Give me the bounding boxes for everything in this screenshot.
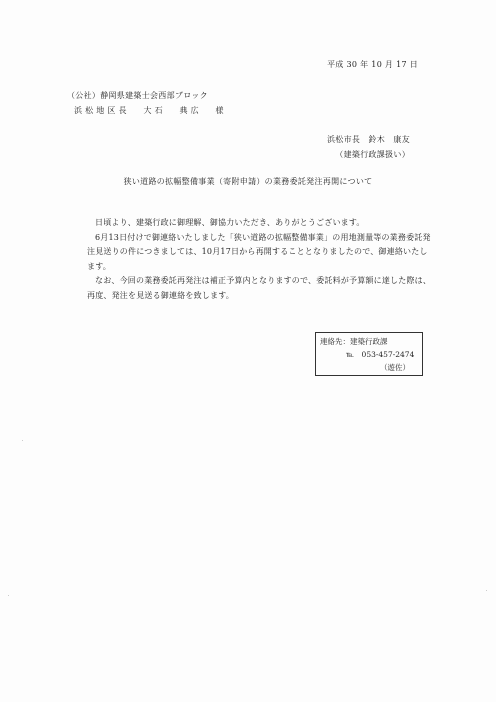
- letter-subject: 狭い道路の拡幅整備事業（寄附申請）の業務委託発注再開について: [123, 177, 373, 186]
- body-paragraph-3: なお、今回の業務委託再発注は補正予算内となりますので、委託料が予算額に達した際は、再度、発注を見送る御連絡を致します。: [87, 276, 432, 300]
- recipient-block: [67, 88, 224, 118]
- contact-person: （遊佐）: [380, 363, 410, 372]
- body-paragraph-1: 日頃より、建築行政に御理解、御協力いただき、ありがとうございます。: [95, 218, 365, 227]
- sender-department: （建築行政課扱い）: [335, 150, 410, 159]
- scan-speck: [486, 590, 487, 591]
- scan-speck: [22, 440, 23, 441]
- recipient-name: 浜 松 地 区 長 大 石 典 広 様: [74, 106, 224, 115]
- body-paragraph-2: 6月13日付けで御連絡いたしました「狭い道路の拡幅整備事業」の用地測量等の業務委託発注見送りの件につきましては、10月17日から再開することとなりましたので、御連絡いたします。: [87, 232, 431, 271]
- sender-block: [327, 132, 410, 162]
- contact-phone: ℡ 053-457-2474: [346, 350, 415, 359]
- contact-department: 連絡先：建築行政課: [320, 337, 388, 346]
- contact-box: [315, 332, 423, 376]
- sender-name: 浜松市長 鈴木 康友: [327, 135, 410, 144]
- scan-speck: [8, 595, 9, 596]
- letter-date: 平成 30 年 10 月 17 日: [327, 60, 418, 69]
- letter-body: [87, 216, 432, 303]
- recipient-organization: （公社）静岡県建築士会西部ブロック: [67, 91, 208, 100]
